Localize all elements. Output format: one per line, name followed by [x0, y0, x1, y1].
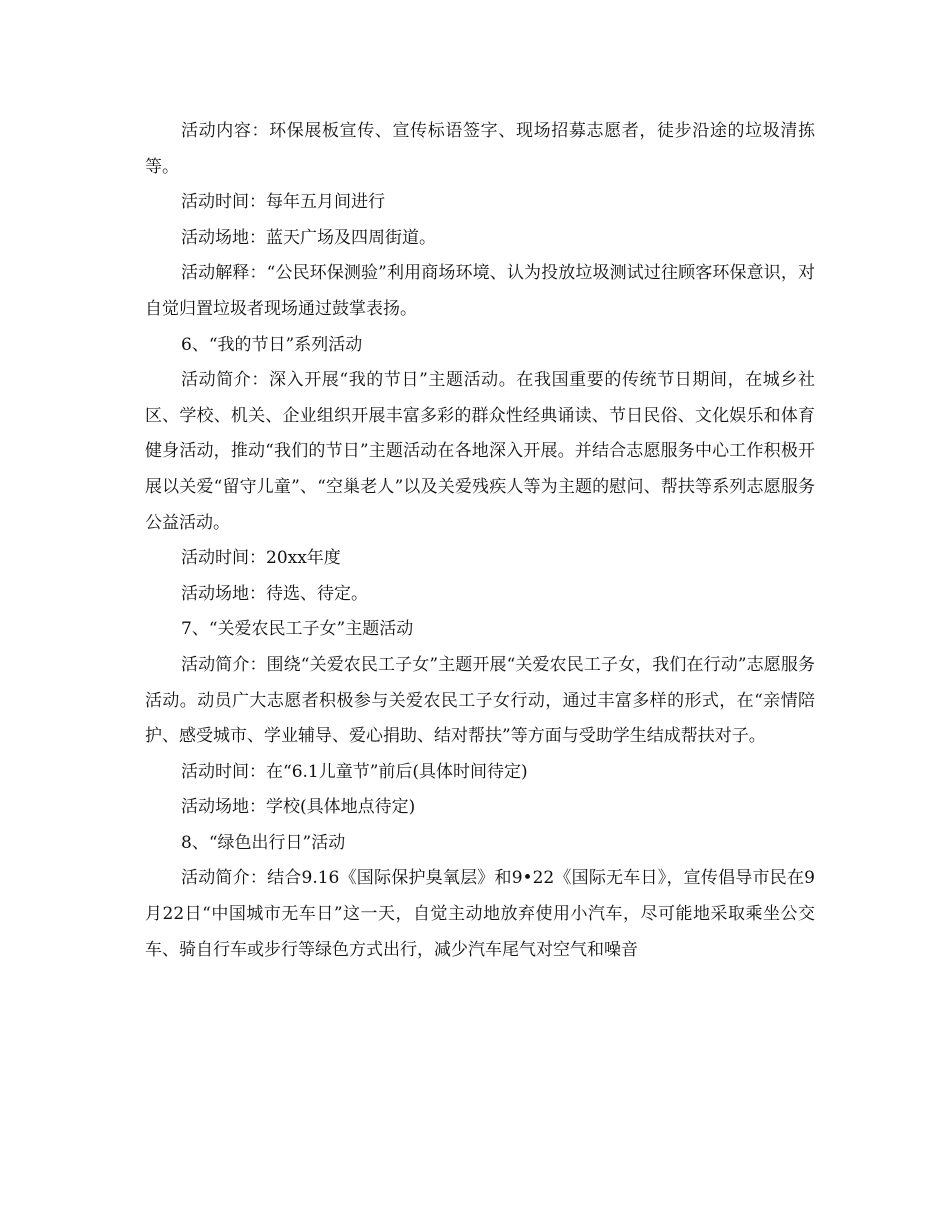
document-body — [145, 114, 815, 968]
section-heading-6: 6、“我的节日”系列活动 — [181, 334, 363, 355]
paragraph-section-7-intro: 活动简介：围绕“关爱农民工子女”主题开展“关爱农民工子女，我们在行动”志愿服务活动。动员广大志愿者积极参与关爱农民工子女行动，通过丰富多样的形式，在“亲情陪护、感受城市、学业辅导、爱心捐助、结对帮扶”等方面与受助学生结成帮扶对子。 — [145, 654, 815, 747]
paragraph-activity-explanation: 活动解释：“公民环保测验”利用商场环境、认为投放垃圾测试过往顾客环保意识，对自觉归置垃圾者现场通过鼓掌表扬。 — [145, 263, 815, 319]
paragraph-activity-venue: 活动场地：蓝天广场及四周街道。 — [181, 227, 436, 248]
paragraph-section-6-venue: 活动场地：待选、待定。 — [181, 583, 368, 604]
section-heading-8: 8、“绿色出行日”活动 — [181, 832, 346, 853]
paragraph-section-7-venue: 活动场地：学校(具体地点待定) — [181, 797, 416, 818]
paragraph-activity-content: 活动内容：环保展板宣传、宣传标语签字、现场招募志愿者，徒步沿途的垃圾清拣等。 — [145, 121, 815, 177]
section-heading-7: 7、“关爱农民工子女”主题活动 — [181, 619, 414, 640]
paragraph-section-6-time: 活动时间：20xx年度 — [181, 548, 341, 569]
paragraph-section-7-time: 活动时间：在“6.1儿童节”前后(具体时间待定) — [181, 761, 528, 782]
paragraph-section-8-intro: 活动简介：结合9.16《国际保护臭氧层》和9•22《国际无车日》，宣传倡导市民在9月22日“中国城市无车日”这一天，自觉主动地放弃使用小汽车，尽可能地采取乘坐公交车、骑自行车或步行等绿色方式出行，减少汽车尾气对空气和噪音 — [145, 868, 815, 960]
paragraph-activity-time: 活动时间：每年五月间进行 — [181, 192, 385, 213]
paragraph-section-6-intro: 活动简介：深入开展“我的节日”主题活动。在我国重要的传统节日期间，在城乡社区、学校、机关、企业组织开展丰富多彩的群众性经典诵读、节日民俗、文化娱乐和体育健身活动，推动“我们的节日”主题活动在各地深入开展。并结合志愿服务中心工作积极开展以关爱“留守儿童”、“空巢老人”以及关爱残疾人等为主题的慰问、帮扶等系列志愿服务公益活动。 — [145, 370, 815, 533]
